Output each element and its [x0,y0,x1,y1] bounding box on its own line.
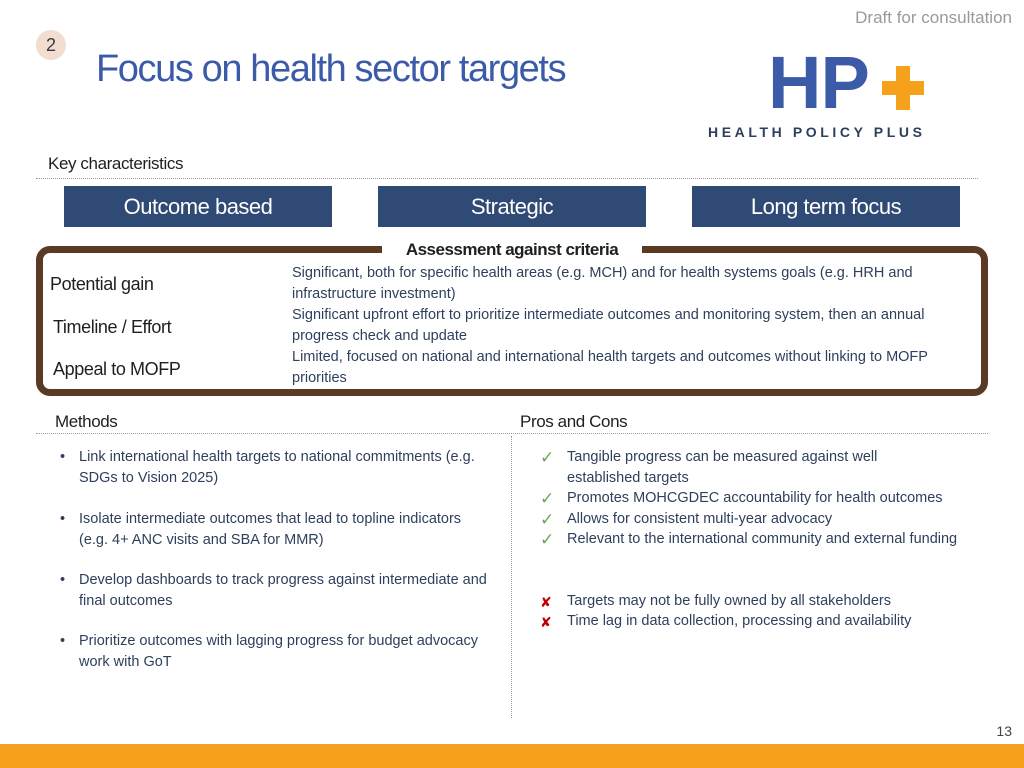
con-item [540,591,1000,612]
method-text: Isolate intermediate outcomes that lead to topline indicators (e.g. 4+ ANC visits and SBA for MMR) [79,511,462,548]
column-divider [511,436,512,718]
slide-badge: 2 [36,30,66,60]
check-icon: ✓ [540,530,555,549]
plus-icon-vertical [896,66,910,110]
check-icon: ✓ [540,448,555,467]
pro-text: Tangible progress can be measured against well established targets [567,449,878,486]
criterion-text: Limited, focused on national and international health targets and outcomes without linking to MOFP priorities [292,349,928,386]
list-item [60,631,490,673]
criterion-label: Potential gain [50,274,154,294]
check-icon: ✓ [540,489,555,508]
pro-item [540,447,940,489]
criterion-text: Significant upfront effort to prioritize intermediate outcomes and monitoring system, then an annual progress check and update [292,307,925,344]
pro-text: Promotes MOHCGDEC accountability for health outcomes [567,490,943,506]
assessment-heading: Assessment against criteria [382,240,642,262]
draft-label: Draft for consultation [855,8,1012,27]
pro-item [540,488,1000,509]
bullet-icon: • [60,633,66,649]
methods-heading: Methods [55,412,118,431]
page-number: 13 [996,723,1012,739]
characteristic-outcome-based: Outcome based [64,186,332,227]
footer-bar [0,744,1024,768]
con-text: Time lag in data collection, processing and availability [567,613,912,629]
check-icon: ✓ [540,510,555,529]
method-text: Develop dashboards to track progress against intermediate and final outcomes [79,572,487,609]
bullet-icon: • [60,511,66,527]
criterion-label: Appeal to MOFP [53,359,181,379]
pros-cons-heading: Pros and Cons [520,412,628,431]
list-item [60,447,490,489]
criterion-label: Timeline / Effort [53,317,172,337]
method-text: Prioritize outcomes with lagging progress for budget advocacy work with GoT [79,633,478,670]
bullet-icon: • [60,449,66,465]
list-item [60,570,490,612]
method-text: Link international health targets to national commitments (e.g. SDGs to Vision 2025) [79,449,475,486]
page-title: Focus on health sector targets [96,48,566,90]
list-item [60,509,490,551]
logo-mark: HP [768,41,869,124]
pro-text: Relevant to the international community and external funding [567,531,958,547]
con-text: Targets may not be fully owned by all stakeholders [567,593,892,609]
logo-tagline: HEALTH POLICY PLUS [708,124,926,140]
con-item [540,611,1000,632]
pro-item [540,509,1000,530]
criterion-text: Significant, both for specific health areas (e.g. MCH) and for health systems goals (e.g. HRH and infrastructure investment) [292,265,913,302]
key-characteristics-heading: Key characteristics [48,154,184,173]
divider [36,433,988,434]
cross-icon: ✘ [540,594,552,610]
characteristic-long-term-focus: Long term focus [692,186,960,227]
cross-icon: ✘ [540,614,552,630]
divider [36,178,978,179]
bullet-icon: • [60,572,66,588]
pro-item [540,529,970,550]
hp-plus-logo [708,41,970,146]
characteristic-strategic: Strategic [378,186,646,227]
pro-text: Allows for consistent multi-year advocacy [567,511,833,527]
